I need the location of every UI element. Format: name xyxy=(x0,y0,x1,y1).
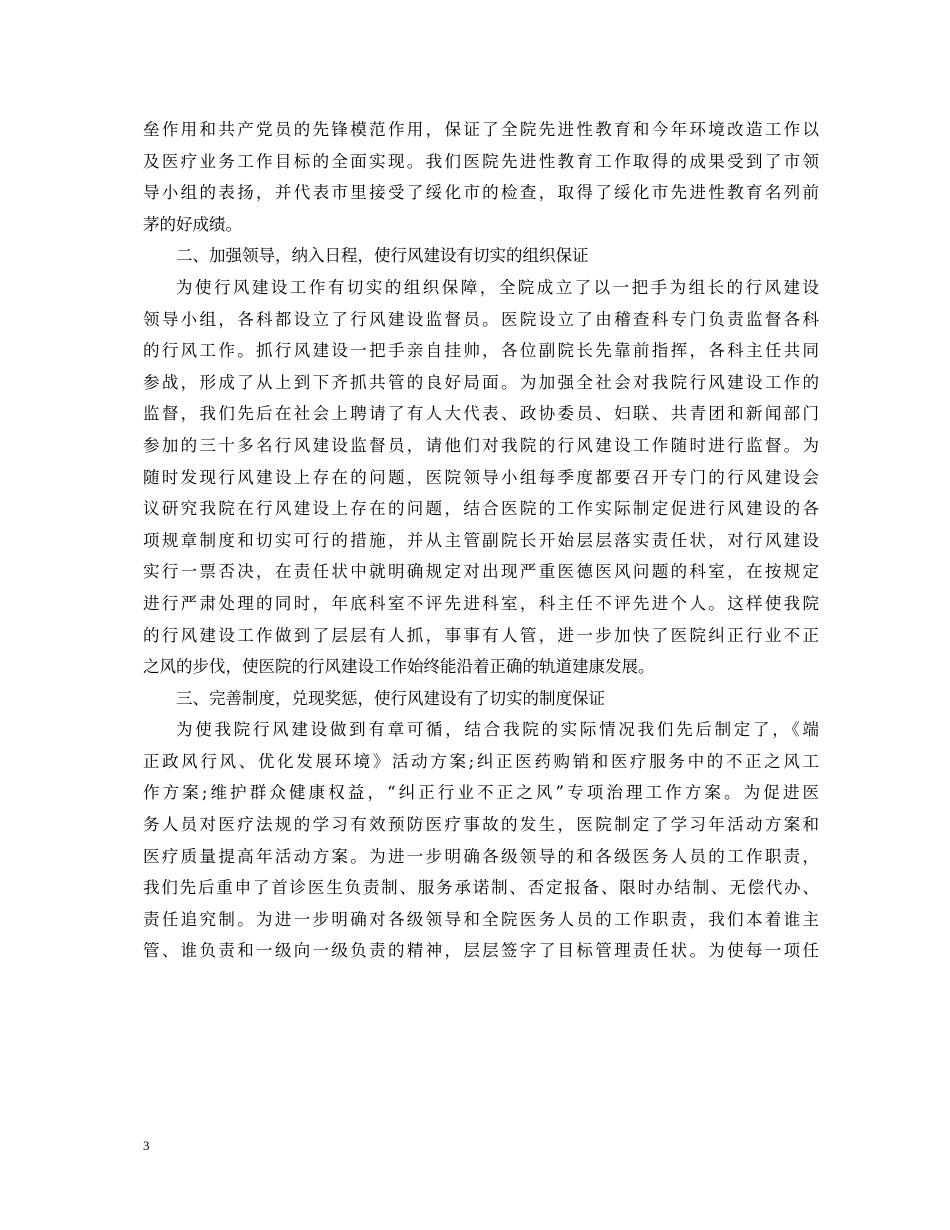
text-line: 医疗质量提高年活动方案。为进一步明确各级领导的和各级医务人员的工作职责， xyxy=(143,846,819,866)
text-line: 的行风工作。抓行风建设一把手亲自挂帅，各位副院长先靠前指挥，各科主任共同 xyxy=(143,341,819,361)
text-line: 及医疗业务工作目标的全面实现。我们医院先进性教育工作取得的成果受到了市领 xyxy=(143,151,819,171)
text-line: 项规章制度和切实可行的措施，并从主管副院长开始层层落实责任状，对行风建设 xyxy=(143,530,819,550)
text-line: 的行风建设工作做到了层层有人抓，事事有人管，进一步加快了医院纠正行业不正 xyxy=(143,625,819,645)
text-line: 进行严肃处理的同时，年底科室不评先进科室，科主任不评先进个人。这样使我院 xyxy=(143,593,819,613)
text-line: 管、谁负责和一级向一级负责的精神，层层签字了目标管理责任状。为使每一项任 xyxy=(143,941,819,961)
text-line: 领导小组，各科都设立了行风建设监督员。医院设立了由稽查科专门负责监督各科 xyxy=(143,309,819,329)
text-line: 参战，形成了从上到下齐抓共管的良好局面。为加强全社会对我院行风建设工作的 xyxy=(143,372,819,392)
text-line: 为使行风建设工作有切实的组织保障，全院成立了以一把手为组长的行风建设 xyxy=(176,277,819,297)
text-line: 议研究我院在行风建设上存在的问题，结合医院的工作实际制定促进行风建设的各 xyxy=(143,499,819,519)
text-line: 垒作用和共产党员的先锋模范作用，保证了全院先进性教育和今年环境改造工作以 xyxy=(143,120,819,139)
text-line: 为使我院行风建设做到有章可循，结合我院的实际情况我们先后制定了，《端 xyxy=(176,720,819,740)
text-line: 正政风行风、优化发展环境》活动方案;纠正医药购销和医疗服务中的不正之风工 xyxy=(143,751,819,771)
text-line: 参加的三十多名行风建设监督员，请他们对我院的行风建设工作随时进行监督。为 xyxy=(143,435,819,455)
text-line: 责任追究制。为进一步明确对各级领导和全院医务人员的工作职责，我们本着谁主 xyxy=(143,909,819,929)
section-heading: 三、完善制度，兑现奖惩，使行风建设有了切实的制度保证 xyxy=(176,688,605,708)
page-number: 3 xyxy=(143,1138,150,1153)
text-line: 随时发现行风建设上存在的问题，医院领导小组每季度都要召开专门的行风建设会 xyxy=(143,467,819,487)
text-line: 茅的好成绩。 xyxy=(143,214,242,234)
text-line: 务人员对医疗法规的学习有效预防医疗事故的发生，医院制定了学习年活动方案和 xyxy=(143,815,819,835)
text-line: 实行一票否决，在责任状中就明确规定对出现严重医德医风问题的科室，在按规定 xyxy=(143,562,819,582)
section-heading: 二、加强领导，纳入日程，使行风建设有切实的组织保证 xyxy=(176,246,589,266)
text-line: 之风的步伐，使医院的行风建设工作始终能沿着正确的轨道建康发展。 xyxy=(143,657,655,677)
text-line: 作方案;维护群众健康权益，“纠正行业不正之风”专项治理工作方案。为促进医 xyxy=(143,783,819,803)
text-line: 导小组的表扬，并代表市里接受了绥化市的检查，取得了绥化市先进性教育名列前 xyxy=(143,183,819,203)
document-body xyxy=(143,114,819,967)
text-line: 监督，我们先后在社会上聘请了有人大代表、政协委员、妇联、共青团和新闻部门 xyxy=(143,404,819,424)
text-line: 我们先后重申了首诊医生负责制、服务承诺制、否定报备、限时办结制、无偿代办、 xyxy=(143,878,819,898)
